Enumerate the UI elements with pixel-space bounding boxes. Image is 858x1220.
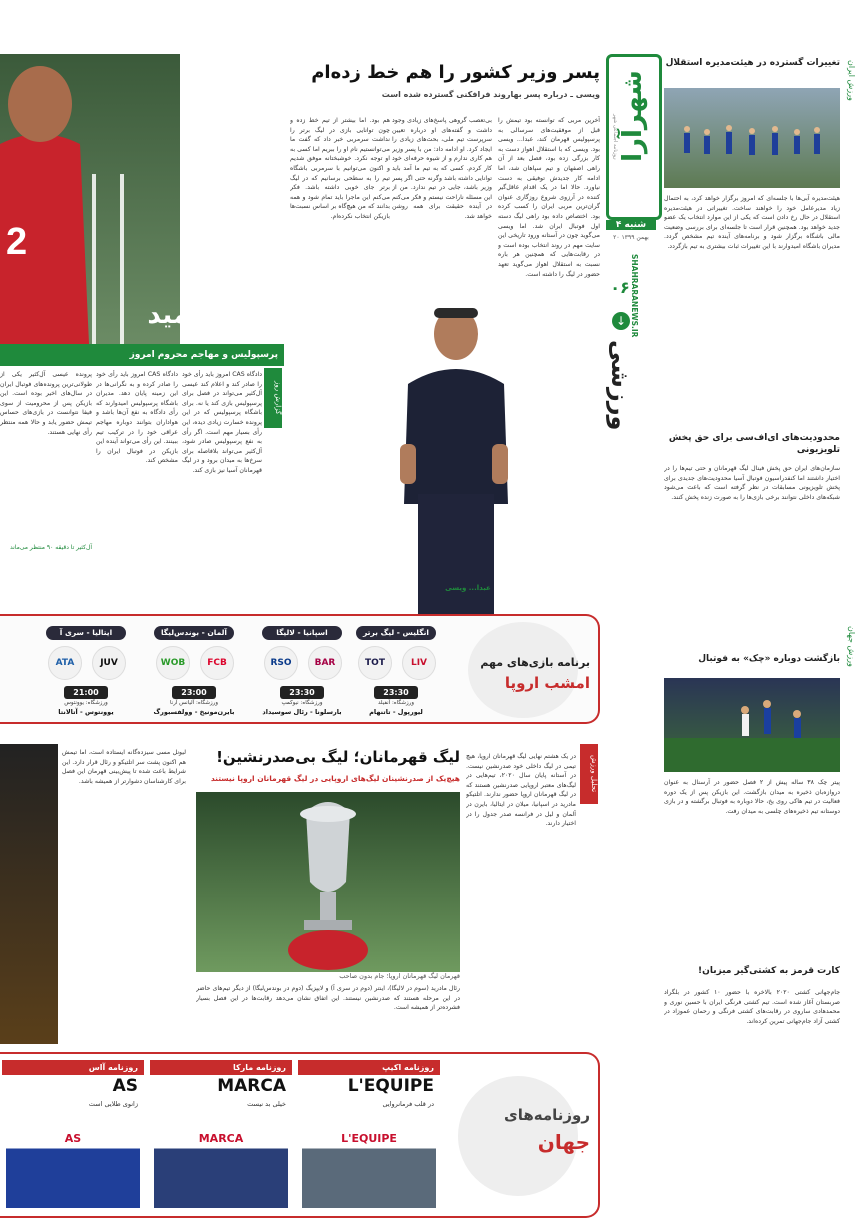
team-logo-icon: JUV	[92, 646, 126, 680]
match-time: 23:30	[280, 686, 324, 699]
paper-card	[2, 1060, 144, 1212]
ucl-story-photo	[196, 792, 460, 972]
team-logo-icon: LIV	[402, 646, 436, 680]
story1-title: تغییرات گسترده در هیئت‌مدیره استقلال	[665, 58, 840, 68]
paper-caption: در قلب فرمانروایی	[382, 1100, 434, 1108]
main-story-caption: عبدا... ویسی	[445, 584, 491, 592]
left-story-headline: آخرین امید	[147, 300, 284, 330]
paper-cover	[6, 1132, 140, 1208]
section-title: ورزشی	[606, 340, 634, 431]
main-story-title: پسر وزیر کشور را هم خط زده‌ام	[311, 62, 600, 83]
euro-matches-title: برنامه بازی‌های مهم	[480, 656, 590, 669]
training-players-image	[664, 88, 840, 188]
globe-icon	[468, 622, 578, 718]
ucl-story-photo-caption: قهرمان لیگ قهرمانان اروپا؛ جام بدون صاحب	[339, 972, 460, 980]
paper-cover-logo: L'EQUIPE	[341, 1132, 397, 1145]
match-league: ایتالیا - سری آ	[46, 626, 126, 640]
story3-photo	[664, 678, 840, 772]
match-league: اسپانیا - لالیگا	[262, 626, 342, 640]
left-story-note: آل‌کثیر تا دقیقه ۹۰ منتظر می‌ماند	[9, 544, 92, 551]
paper-caption: خیلی بد نیست	[247, 1100, 286, 1108]
match-teams: یوونتوس - آتالانتا	[58, 708, 114, 716]
masthead	[602, 54, 662, 694]
left-story-col3: پرونده عیسی آل‌کثیر یکی از طولانی‌ترین پرونده‌های فوتبال ایران در سال‌های اخیر بوده است. این بازیکن پس از محرومیت از سوی فیفا نتوانست در بازی‌های حساس تیمش حضور یابد و حالا همه منتظر رأی نهایی هستند.	[0, 371, 92, 436]
main-story-photo	[388, 294, 518, 614]
story1-photo	[664, 88, 840, 188]
match-card	[150, 626, 238, 716]
masthead-day: ۴ شنبه	[606, 220, 656, 230]
edge-photo	[0, 744, 58, 1044]
story2-text: سازمان‌های ایران حق پخش فینال لیگ قهرمانان و حتی تیم‌ها را در اختیار داشتند اما کنفدراسیون فوتبال آسیا محدودیت‌های جدیدی برای پخش تلویزیونی مسابقات در نظر گرفته است که باعث می‌شود شبکه‌های داخلی نتوانند برخی بازی‌ها را به صورت زنده پخش کنند.	[664, 465, 840, 501]
masthead-subtitle: روزنامه اجتماعی شهر	[612, 114, 618, 160]
left-story-label: گزارش روز	[264, 368, 282, 428]
masthead-date: ۲۰ بهمن ۱۳۹۹	[613, 234, 649, 241]
left-story-col2: دادگاه CAS امروز باید رأی خود را صادر کرده و به نگرانی‌ها در این زمینه پایان دهد. مدیران باشگاه پرسپولیس امیدوارند که رأی دادگاه به نفع آن‌ها باشد و هواداران بتوانند دوباره مهاجم عراقی خود را در ترکیب تیم ببینند. این رأی می‌تواند آینده این بازیکن در فوتبال ایران را مشخص کند.	[96, 371, 178, 465]
team-logo-icon: RSO	[264, 646, 298, 680]
paper-masthead: AS	[112, 1076, 138, 1096]
euro-matches-title-accent: امشب اروپا	[504, 674, 590, 692]
match-time: 23:30	[374, 686, 418, 699]
team-logo-icon: FCB	[200, 646, 234, 680]
team-logo-icon: WOB	[156, 646, 190, 680]
ucl-story-title: لیگ قهرمانان؛ لیگ بی‌صدرنشین!	[216, 748, 460, 766]
match-teams: بارسلونا - رئال سوسیداد	[262, 708, 342, 716]
left-story-col1: دادگاه CAS امروز باید رأی خود را صادر کند و اعلام کند عیسی آل‌کثیر می‌تواند در فصل برای پرسپولیس بازی کند یا نه. برای باشگاه پرسپولیس که در این پرونده خسارت زیادی دیده، این رأی بسیار مهم است. اگر رأی به نفع پرسپولیس صادر شود، آل‌کثیر می‌تواند بلافاصله برای سرخ‌ها به میدان برود و در لیگ قهرمانان آسیا نیز بازی کند.	[182, 371, 262, 474]
right-column	[664, 54, 840, 1214]
paper-caption: زانوی طلایی است	[88, 1100, 138, 1108]
paper-card	[150, 1060, 292, 1212]
paper-cover-logo: MARCA	[198, 1132, 244, 1145]
ucl-story-col1: در یک هشتم نهایی لیگ قهرمانان اروپا، هیچ تیمی در لیگ داخلی خود صدرنشین نیست. در آستانه پایان سال ۲۰۲۰، تیم‌هایی در لیگ‌های معتبر اروپایی صدرنشین هستند که در لیگ قهرمانان اروپا حضور ندارند. اتلتیکو مادرید در اسپانیا، میلان در ایتالیا، بایرن در آلمان و لیل در فرانسه صدر جدول را در اختیار دارند.	[466, 753, 576, 828]
section-arrow-icon: ↓	[612, 312, 630, 330]
ucl-story-label: تحلیل ورزش	[580, 744, 598, 804]
story1-text: هیئت‌مدیره آبی‌ها با جلسه‌ای که امروز برگزار خواهد کرد، به احتمال زیاد مدیرعامل خود را خواهند ساخت. تغییراتی در هیئت‌مدیره استقلال در حال رخ دادن است که یکی از این موارد انتخاب یک عضو جدید خواهد بود. همچنین قرار است تا جلسه‌ای برای بررسی وضعیت مالی باشگاه برگزار شود و برنامه‌های آینده تیم مشخص گردد. مدیران باشگاه امیدوارند با این تغییرات ثبات بیشتری به تیم بازگردد.	[664, 195, 840, 250]
ucl-story-col2: رئال مادرید (سوم در لالیگا)، اینتر (دوم در سری آ) و لایپزیگ (دوم در بوندس‌لیگا) از دیگر تیم‌های حاضر در این مرحله هستند که صدرنشین نیستند. این اتفاق نشان می‌دهد رقابت‌ها در این فصل بسیار فشرده‌تر از همیشه است.	[196, 985, 460, 1012]
paper-cover	[302, 1132, 436, 1208]
ucl-trophy-image	[196, 792, 460, 972]
paper-name: روزنامه آاس	[2, 1060, 144, 1075]
masthead-logo-text: شهرآرا	[618, 70, 648, 162]
match-teams: بایرن‌مونیخ - وولفسبورگ	[153, 708, 235, 716]
match-league: آلمان - بوندس‌لیگا	[154, 626, 234, 640]
story4-text: جام‌جهانی کشتی ۲۰۲۰ بالاخره با حضور ۱۰ کشور در بلگراد صربستان آغاز شده است. تیم کشتی فرنگی ایران با حسین نوری و محمدهادی ساروی در رقابت‌های کشتی فرنگی و رحمان عموزاد در کشتی آزاد جام‌جهانی تمرین کرده‌اند.	[664, 989, 840, 1025]
page-number: ۰۶	[610, 278, 630, 297]
paper-masthead: L'EQUIPE	[347, 1076, 434, 1096]
paper-cover	[154, 1132, 288, 1208]
left-story-tagline: پرسپولیس و مهاجم محروم امروز	[0, 344, 284, 366]
svg-text:2: 2	[6, 221, 28, 263]
match-venue: ورزشگاه: آنفیلد	[378, 700, 414, 706]
paper-name: روزنامه مارکا	[150, 1060, 292, 1075]
match-card	[42, 626, 130, 716]
paper-cover-logo: AS	[64, 1132, 82, 1145]
world-papers-title: روزنامه‌های	[503, 1106, 590, 1124]
masthead-site: SHAHRARANEWS.IR	[630, 254, 639, 338]
ucl-story	[190, 744, 600, 1060]
main-story-col1: آخرین مربی که توانسته بود تیمش را قبل از موفقیت‌های سرسالی به پرسپولیس قهرمان کند، عبدا... ویسی بود. ویسی که با استقلال اهواز دست به کار بزرگی زده بود، فصل بعد از آن راهی اصفهان و تیم سپاهان شد، اما ادامه کار جدیدش توفیقی به دست نیاورد. حالا اما در یک اقدام عاقل‌گیر کننده در آرزوی شروع روزگاری عنوان گران‌ترین مربی ایران را کسب کرده بود. اختصاص داده بود راهی لیگ دسته اول فوتبال ایران شد. اما ویسی می‌گوید چون در آستانه ورود تاریخی این سایت مهم در روند انتخاب بوده است و در رقابت‌هایی که همچنین هر باره نسبت به استقلال اهواز می‌گوید تعهد حضور در لیگ را داشته است.	[498, 117, 600, 278]
match-card	[352, 626, 440, 716]
team-logo-icon: BAR	[308, 646, 342, 680]
main-story-col2: بی‌تعصب گروهی پاسخ‌های زیادی وجود داشت و گفته‌های او درباره تعیین سرپرست تیم ملی، بحث‌های زیادی را ایجاد کرد. او ادامه داد: من با پسر وزیر هم کاری ندارم و از شیوه حرفه‌ای خود کار کردم. کسی که به تیم ما آمد باید توانایی داشته باشد وگرنه حتی اگر پسر وزیر باشد، جایی در تیم ندارد. من از این مسئله ناراحت نیستم و فکر می‌کنم در آینده حقیقت برای همه روشن خواهد شد.	[392, 117, 492, 220]
main-story-subtitle: ویسی ـ درباره پسر بهاروند فرافکنی گسترده شده است	[381, 90, 600, 99]
ucl-story-subtitle: هیچ‌یک از صدرنشینان لیگ‌های اروپایی در لیگ قهرمانان اروپا نیستند	[210, 774, 460, 783]
side-tab-world: ورزش جهان	[847, 626, 856, 667]
story4-title: کارت قرمز به کشتی‌گیر میزبان!	[698, 966, 840, 976]
match-venue: ورزشگاه: آلیانس آرنا	[170, 700, 218, 706]
match-card	[258, 626, 346, 716]
story2-title: محدودیت‌های ای‌اف‌سی برای حق پخش تلویزیونی	[668, 433, 840, 455]
match-teams: لیورپول - تاتنهام	[369, 708, 423, 716]
team-logo-icon: ATA	[48, 646, 82, 680]
paper-masthead: MARCA	[217, 1076, 286, 1096]
match-time: 23:00	[172, 686, 216, 699]
world-papers-title-accent: جهان	[537, 1130, 590, 1154]
paper-card	[298, 1060, 440, 1212]
coach-portrait-image	[388, 294, 518, 614]
side-tab-iran: ورزش ایران	[847, 60, 856, 101]
main-story	[288, 54, 600, 614]
story3-text: پیتر چک ۳۸ ساله پیش از ۲ فصل حضور در آرسنال به عنوان دروازه‌بان ذخیره به میدان بازگشت. این بازیکن پس از یک دوره فعالیت در تیم هاکی روی یخ، حالا دوباره به فوتبال برگشته و در بازی دوستانه تیم ذخیره‌های چلسی به میدان رفت.	[664, 779, 840, 815]
match-scene-image	[664, 678, 840, 772]
match-venue: ورزشگاه: نیوکمپ	[281, 700, 323, 706]
story3-title: بازگشت دوباره «چک» به فوتبال	[698, 654, 840, 664]
match-venue: ورزشگاه: یوونتوس	[64, 700, 108, 706]
main-story-col3: هم بود. اما بیشتر از تیم خط زده و چون توانایی بازی در لیگ برتر را نداشت سرمربی خبر داد که گفت ما می‌توانستیم نام او را ببریم اما کسی به او توجه نکرد. خوشبختانه موفق شدیم و اکنون می‌توانیم با سرمربی باشگاه تیم را به سطحی برسانیم که در لیگ برتر جای خوبی داشته باشد. فکر می‌کنم این ماجرا باید تمام شود و همه بدانند که من هیچ‌گاه بر اساس نسبت‌ها بازیکن انتخاب نکرده‌ام.	[290, 117, 390, 220]
paper-name: روزنامه اکیپ	[298, 1060, 440, 1075]
ucl-story-col3: لیونل مسی سیزده‌گانه ایستاده است، اما تیمش هم اکنون پشت سر اتلتیکو و رئال قرار دارد. این شرایط باعث شده تا پیش‌بینی قهرمان این فصل برای کارشناسان دشوارتر از همیشه باشد.	[62, 749, 186, 785]
match-league: انگلیس - لیگ برتر	[356, 626, 436, 640]
team-logo-icon: TOT	[358, 646, 392, 680]
match-time: 21:00	[64, 686, 108, 699]
